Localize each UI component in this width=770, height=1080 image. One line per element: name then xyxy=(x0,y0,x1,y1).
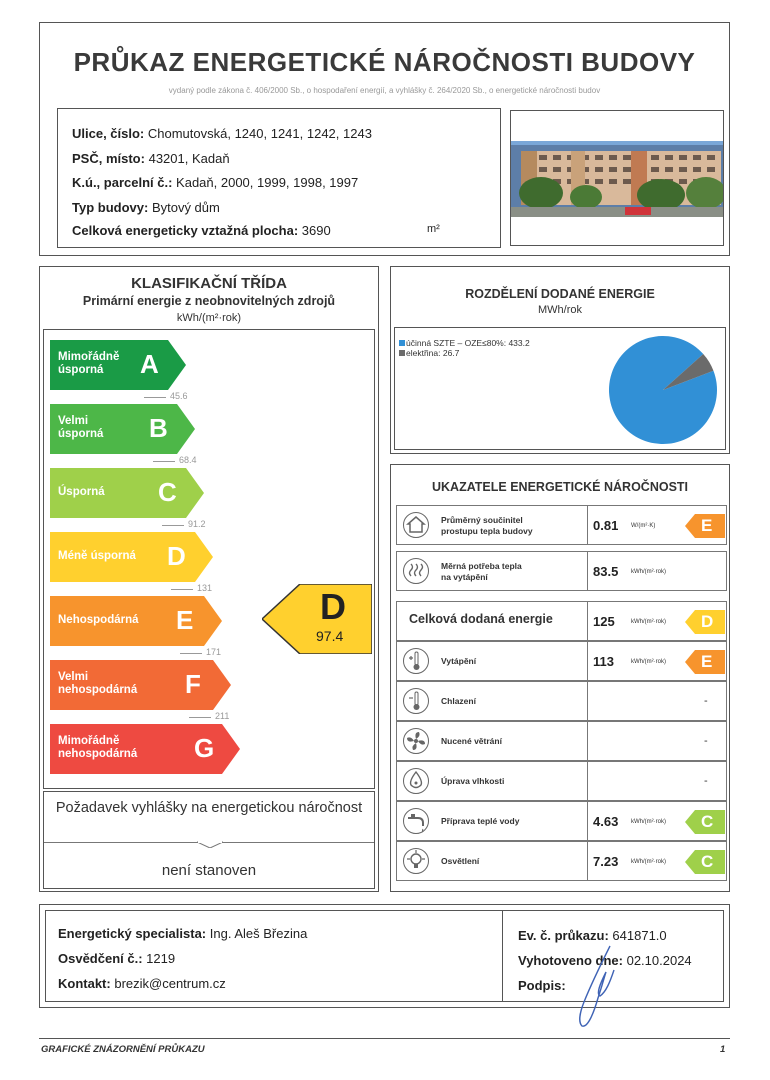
area-label: Celková energeticky vztažná plocha: xyxy=(72,223,299,238)
threshold-line xyxy=(144,397,166,398)
class-badge xyxy=(685,810,725,834)
page-number: 1 xyxy=(720,1044,726,1055)
legend-swatch-blue xyxy=(399,340,405,346)
indicator-row xyxy=(396,841,727,881)
indicator-dash: - xyxy=(704,735,708,747)
threshold-line xyxy=(189,717,211,718)
indicator-unit: kWh/(m²·rok) xyxy=(631,819,666,825)
legend-swatch-gray xyxy=(399,350,405,356)
indicator-dash: - xyxy=(704,775,708,787)
classification-title: KLASIFIKAČNÍ TŘÍDA xyxy=(131,275,287,292)
class-label-line1: Nehospodárná xyxy=(58,614,139,626)
threshold-value: 68.4 xyxy=(179,455,197,465)
class-bar-b xyxy=(50,404,197,454)
address-block xyxy=(57,108,501,248)
street-value: Chomutovská, 1240, 1241, 1242, 1243 xyxy=(147,126,372,141)
class-label-line2: nehospodárná xyxy=(58,684,138,696)
class-label xyxy=(58,671,137,697)
row-divider xyxy=(587,802,588,840)
indicator-label xyxy=(441,515,533,537)
distribution-unit: MWh/rok xyxy=(538,304,582,316)
distribution-chart xyxy=(394,327,726,450)
sign-row xyxy=(518,978,566,993)
requirement-box xyxy=(43,791,375,889)
indicator-unit: kWh/(m²·rok) xyxy=(631,569,666,575)
indicator-row xyxy=(396,551,727,591)
indicator-label-line1: Celková dodaná energie xyxy=(409,612,553,626)
class-label xyxy=(58,550,136,563)
threshold-line xyxy=(171,589,193,590)
indicator-label-line1: Chlazení xyxy=(441,696,476,706)
indicator-row xyxy=(396,801,727,841)
class-label-line2: úsporná xyxy=(58,364,104,376)
classification-unit: kWh/(m²·rok) xyxy=(176,312,242,324)
legend-item xyxy=(399,338,530,348)
cert-label: Osvědčení č.: xyxy=(58,951,143,966)
header-panel xyxy=(39,22,730,256)
date-label: Vyhotoveno dne: xyxy=(518,953,623,968)
class-label xyxy=(58,415,103,441)
energy-distribution-panel xyxy=(390,266,730,454)
row-divider xyxy=(587,762,588,800)
class-badge-letter: D xyxy=(701,612,714,631)
indicator-label xyxy=(441,816,519,827)
class-letter: F xyxy=(185,669,201,699)
class-label-line1: Velmi xyxy=(58,671,89,683)
indicator-label-line2: prostupu tepla budovy xyxy=(441,526,533,536)
indicator-label-line1: Nucené větrání xyxy=(441,736,502,746)
requirement-text: Požadavek vyhlášky na energetickou náročnost xyxy=(55,800,363,816)
indicator-unit: W/(m²·K) xyxy=(631,523,656,529)
class-badge-letter: E xyxy=(701,516,713,535)
indicator-unit: kWh/(m²·rok) xyxy=(631,859,666,865)
sign-label: Podpis: xyxy=(518,978,566,993)
class-bar-a xyxy=(50,340,188,390)
ku-value: Kadaň, 2000, 1999, 1998, 1997 xyxy=(176,175,359,190)
page-footer-title: GRAFICKÉ ZNÁZORNĚNÍ PRŮKAZU xyxy=(41,1044,205,1055)
page-bottom-rule xyxy=(39,1038,730,1039)
area-unit: m² xyxy=(427,223,440,235)
class-label xyxy=(58,486,105,499)
thermometer-icon xyxy=(403,648,429,674)
threshold-value: 171 xyxy=(206,647,222,657)
ku-label: K.ú., parcelní č.: xyxy=(72,175,173,190)
house-icon xyxy=(403,512,429,538)
class-bar-f xyxy=(50,660,233,710)
contact-row xyxy=(58,976,226,991)
indicators-title: UKAZATELE ENERGETICKÉ NÁROČNOSTI xyxy=(431,480,689,494)
footer-divider xyxy=(502,911,503,1001)
indicator-label xyxy=(441,736,502,747)
row-divider xyxy=(587,642,588,680)
indicator-row xyxy=(396,721,727,761)
class-letter: A xyxy=(140,349,159,379)
ev-label: Ev. č. průkazu: xyxy=(518,928,609,943)
document-subtitle: vydaný podle zákona č. 406/2000 Sb., o hospodaření energií, a vyhlášky č. 264/2020 Sb., o energetické náročnosti budov xyxy=(168,86,601,95)
legend-item xyxy=(399,348,459,358)
indicator-value: 7.23 xyxy=(593,854,619,869)
psc-label: PSČ, místo: xyxy=(72,151,145,166)
class-badge xyxy=(685,610,725,634)
psc-row xyxy=(72,151,230,166)
specialist-row xyxy=(58,926,307,941)
class-badge-letter: C xyxy=(701,852,714,871)
indicator-label xyxy=(441,656,476,667)
ev-row xyxy=(518,928,667,943)
indicator-value: 0.81 xyxy=(593,518,619,533)
heat-waves-icon xyxy=(403,558,429,584)
psc-value: 43201, Kadaň xyxy=(148,151,230,166)
class-bar-d xyxy=(50,532,215,582)
specialist-label: Energetický specialista: xyxy=(58,926,207,941)
indicator-value: 113 xyxy=(593,654,614,669)
indicator-row xyxy=(396,505,727,545)
area-row xyxy=(72,223,440,238)
indicator-row xyxy=(396,681,727,721)
fan-icon xyxy=(403,728,429,754)
thermometer-cold-icon xyxy=(403,688,429,714)
class-label-line2: úsporná xyxy=(58,428,104,440)
indicator-value: 83.5 xyxy=(593,564,619,579)
indicator-label-line1: Průměrný součinitel xyxy=(441,515,523,525)
indicator-label xyxy=(441,856,479,867)
row-divider xyxy=(587,506,588,544)
result-letter: D xyxy=(320,586,346,627)
class-letter: E xyxy=(176,605,194,635)
class-badge-letter: C xyxy=(701,812,714,831)
class-letter: D xyxy=(167,541,186,571)
humidity-icon xyxy=(403,768,429,794)
legend-label-electricity: elektřina: 26.7 xyxy=(406,348,460,358)
type-value: Bytový dům xyxy=(151,200,220,215)
street-row xyxy=(72,126,372,141)
threshold-value: 131 xyxy=(197,583,213,593)
date-value: 02.10.2024 xyxy=(626,953,692,968)
class-label xyxy=(58,735,137,761)
row-divider xyxy=(587,842,588,880)
indicator-dash: - xyxy=(704,695,708,707)
requirement-notch xyxy=(197,836,223,848)
distribution-title: ROZDĚLENÍ DODANÉ ENERGIE xyxy=(465,287,655,301)
indicator-label xyxy=(441,696,476,707)
cert-row xyxy=(58,951,175,966)
indicator-label-line2: na vytápění xyxy=(441,572,488,582)
class-badge xyxy=(685,514,725,538)
row-divider xyxy=(587,682,588,720)
indicator-unit: kWh/(m²·rok) xyxy=(631,619,666,625)
legend-label-szte: účinná SZTE – OZE≤80%: 433.2 xyxy=(406,338,530,348)
class-label-line1: Úsporná xyxy=(58,486,105,498)
classification-subtitle: Primární energie z neobnovitelných zdrojů xyxy=(82,294,336,308)
indicator-unit: kWh/(m²·rok) xyxy=(631,659,666,665)
row-divider xyxy=(587,602,588,640)
type-row xyxy=(72,200,220,215)
indicator-label-line1: Osvětlení xyxy=(441,856,480,866)
ev-value: 641871.0 xyxy=(612,928,667,943)
class-label-line1: Mimořádně xyxy=(58,351,120,363)
class-label-line1: Mimořádně xyxy=(58,735,120,747)
threshold-value: 45.6 xyxy=(170,391,188,401)
class-letter: G xyxy=(194,733,215,763)
requirement-value: není stanoven xyxy=(161,862,257,879)
contact-value: brezik@centrum.cz xyxy=(114,976,226,991)
row-divider xyxy=(587,722,588,760)
indicator-row xyxy=(396,601,727,641)
threshold-line xyxy=(162,525,184,526)
threshold-value: 211 xyxy=(215,711,230,721)
class-bar-g xyxy=(50,724,242,774)
class-label-line1: Méně úsporná xyxy=(58,550,136,562)
type-label: Typ budovy: xyxy=(72,200,149,215)
threshold-line xyxy=(153,461,175,462)
indicator-row xyxy=(396,761,727,801)
class-label-line1: Velmi xyxy=(58,415,89,427)
indicator-label-line1: Úprava vlhkosti xyxy=(441,776,505,786)
building-photo xyxy=(510,110,724,246)
indicator-row xyxy=(396,641,727,681)
lightbulb-icon xyxy=(403,848,429,874)
indicator-value: 125 xyxy=(593,614,615,629)
area-value: 3690 xyxy=(301,223,331,238)
class-badge xyxy=(685,650,725,674)
indicator-value: 4.63 xyxy=(593,814,619,829)
contact-label: Kontakt: xyxy=(58,976,111,991)
faucet-icon xyxy=(403,808,429,834)
indicator-label-line1: Vytápění xyxy=(441,656,477,666)
street-label: Ulice, číslo: xyxy=(72,126,145,141)
specialist-value: Ing. Aleš Březina xyxy=(209,926,308,941)
document-title: PRŮKAZ ENERGETICKÉ NÁROČNOSTI BUDOVY xyxy=(73,47,696,77)
cert-value: 1219 xyxy=(146,951,176,966)
class-label xyxy=(58,351,119,377)
result-indicator xyxy=(262,584,372,654)
result-value: 97.4 xyxy=(316,628,344,644)
class-letter: B xyxy=(149,413,168,443)
ku-row xyxy=(72,175,358,190)
row-divider xyxy=(587,552,588,590)
signature-mark xyxy=(570,942,630,1032)
indicator-label xyxy=(441,561,522,583)
pie-chart xyxy=(607,334,719,446)
indicator-label xyxy=(441,776,504,787)
indicator-label-line1: Příprava teplé vody xyxy=(441,816,520,826)
class-letter: C xyxy=(158,477,177,507)
class-badge-letter: E xyxy=(701,652,713,671)
threshold-value: 91.2 xyxy=(188,519,206,529)
classification-panel xyxy=(39,266,379,892)
class-badge xyxy=(685,850,725,874)
class-bar-c xyxy=(50,468,206,518)
class-scale xyxy=(43,329,375,789)
indicators-panel xyxy=(390,464,730,892)
class-label xyxy=(58,614,139,627)
indicator-label xyxy=(409,614,553,625)
threshold-line xyxy=(180,653,202,654)
class-bar-e xyxy=(50,596,224,646)
indicator-label-line1: Měrná potřeba tepla xyxy=(441,561,522,571)
class-label-line2: nehospodárná xyxy=(58,748,138,760)
